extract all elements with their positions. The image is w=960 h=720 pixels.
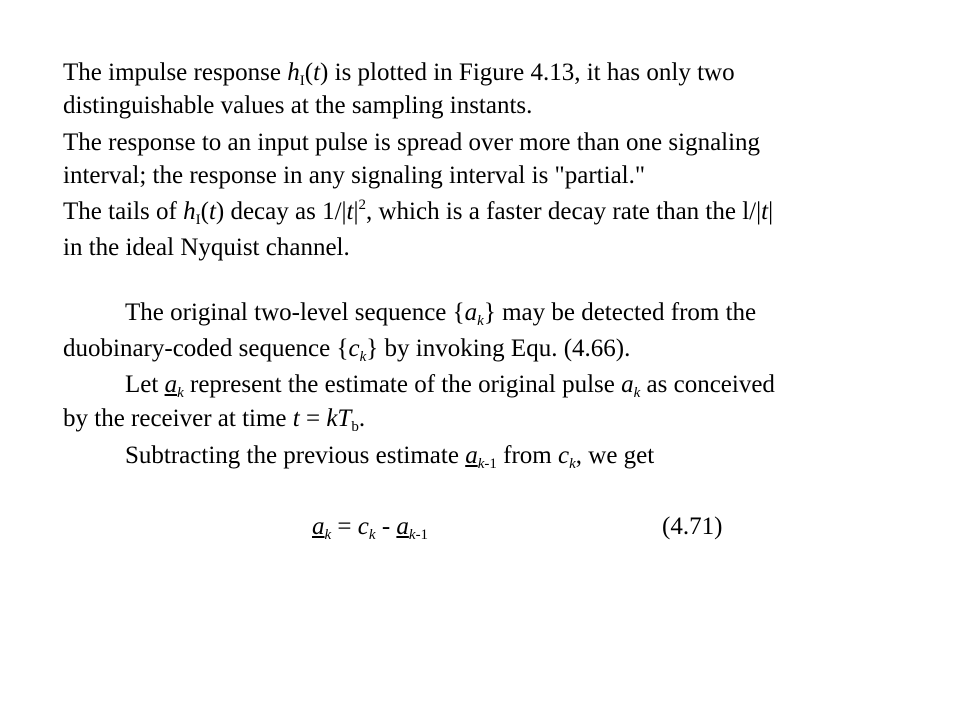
equation-number: (4.71) (662, 513, 723, 540)
text-line-5: The tails of $h_I(t)$ decay as $1/|t|^2$, which is a faster decay rate than the l/|t| (63, 197, 774, 228)
text-line-1: The impulse response $h_I(t)$ is plotted in Figure 4.13, it has only two (63, 59, 735, 89)
text-line-4: interval; the response in any signaling interval is "partial." (63, 162, 646, 189)
text-line-10: by the receiver at time $t = kT_b$. (63, 405, 366, 435)
text-line-6: in the ideal Nyquist channel. (63, 234, 350, 261)
text-line-9: Let $a_k$ represent the estimate of the original pulse $a_k$ as conceived (125, 371, 775, 401)
text-line-11: Subtracting the previous estimate $a_{k-1}$ from $c_k$, we get (125, 442, 655, 472)
equation-4-71: $a_k = c_k - a_{k-1}$ (312, 513, 429, 543)
text-line-7: The original two-level sequence $\{a_k\}$ may be detected from the (125, 299, 757, 329)
text-line-3: The response to an input pulse is spread over more than one signaling (63, 129, 761, 156)
text-line-8: duobinary-coded sequence $\{c_k\}$ by invoking Equ. (4.66). (63, 335, 631, 365)
text-line-2: distinguishable values at the sampling instants. (63, 92, 533, 119)
